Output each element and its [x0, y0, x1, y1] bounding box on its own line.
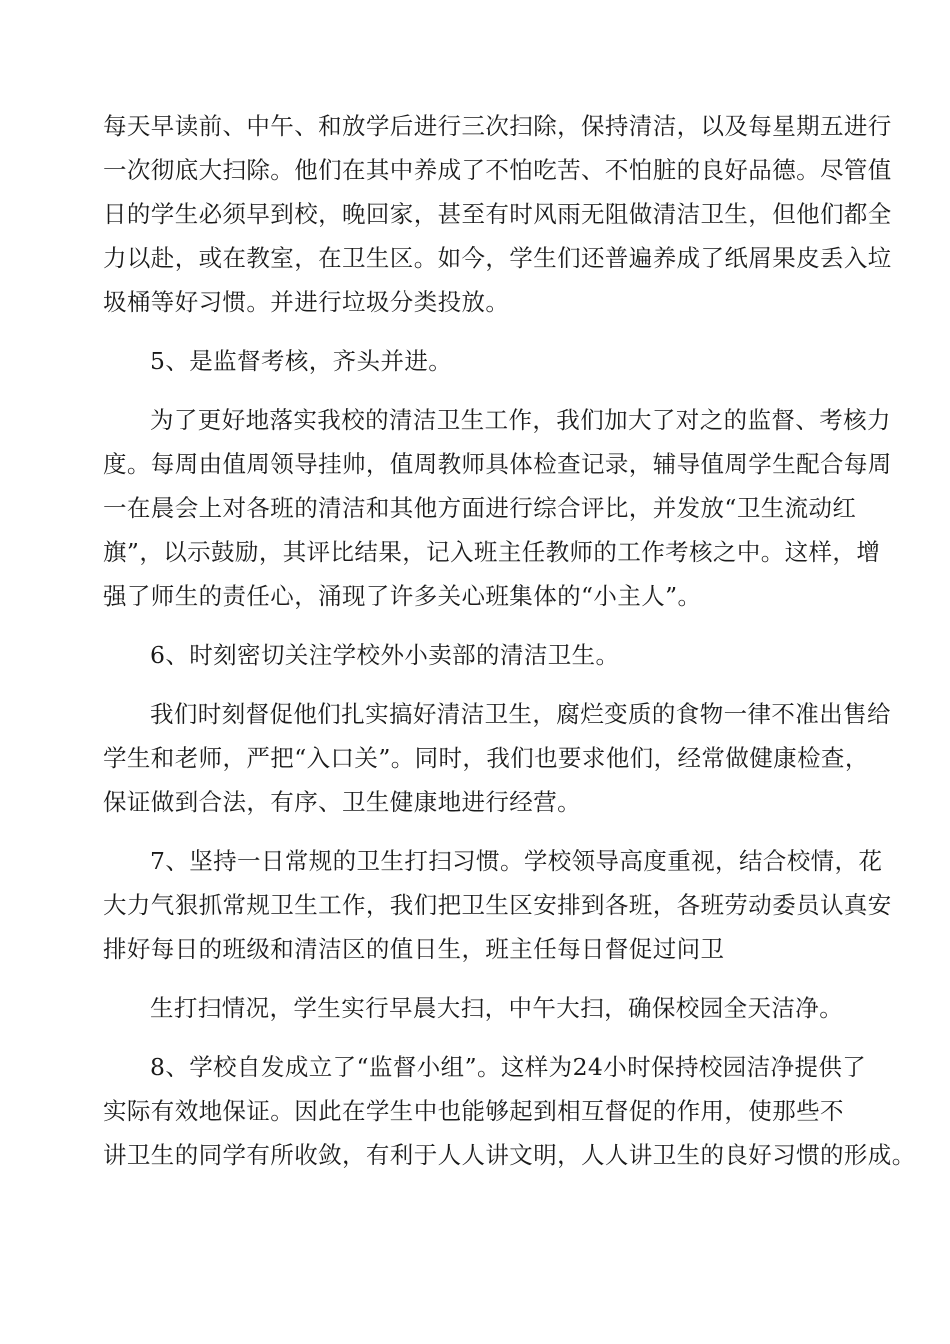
text-line: 讲卫生的同学有所收敛，有利于人人讲文明，人人讲卫生的良好习惯的形成。	[103, 1141, 916, 1169]
text-line: 旗”，以示鼓励，其评比结果，记入班主任教师的工作考核之中。这样，增	[103, 538, 881, 566]
text-line: 保证做到合法，有序、卫生健康地进行经营。	[103, 788, 581, 816]
text-line: 生打扫情况，学生实行早晨大扫，中午大扫，确保校园全天洁净。	[150, 994, 844, 1022]
section-heading-7: 7、坚持一日常规的卫生打扫习惯。学校领导高度重视，结合校情，花	[150, 847, 883, 875]
text-line: 一在晨会上对各班的清洁和其他方面进行综合评比，并发放“卫生流动红	[103, 494, 857, 522]
text-line: 度。每周由值周领导挂帅，值周教师具体检查记录，辅导值周学生配合每周	[103, 450, 892, 478]
section-heading-6: 6、时刻密切关注学校外小卖部的清洁卫生。	[150, 641, 620, 669]
text-line: 为了更好地落实我校的清洁卫生工作，我们加大了对之的监督、考核力	[150, 406, 891, 434]
text-line: 每天早读前、中午、和放学后进行三次扫除，保持清洁，以及每星期五进行	[103, 112, 892, 140]
text-line: 力以赴，或在教室，在卫生区。如今，学生们还普遍养成了纸屑果皮丢入垃	[103, 244, 892, 272]
section-heading-8: 8、学校自发成立了“监督小组”。这样为24小时保持校园洁净提供了	[150, 1053, 867, 1081]
text-line: 我们时刻督促他们扎实搞好清洁卫生，腐烂变质的食物一律不准出售给	[150, 700, 891, 728]
text-line: 实际有效地保证。因此在学生中也能够起到相互督促的作用，使那些不	[103, 1097, 844, 1125]
text-line: 日的学生必须早到校，晚回家，甚至有时风雨无阻做清洁卫生，但他们都全	[103, 200, 892, 228]
text-line: 圾桶等好习惯。并进行垃圾分类投放。	[103, 288, 510, 316]
text-line: 学生和老师，严把“入口关”。同时，我们也要求他们，经常做健康检查，	[103, 744, 869, 772]
section-heading-5: 5、是监督考核，齐头并进。	[150, 347, 453, 375]
text-line: 一次彻底大扫除。他们在其中养成了不怕吃苦、不怕脏的良好品德。尽管值	[103, 156, 892, 184]
text-line: 大力气狠抓常规卫生工作，我们把卫生区安排到各班，各班劳动委员认真安	[103, 891, 892, 919]
text-line: 强了师生的责任心，涌现了许多关心班集体的“小主人”。	[103, 582, 702, 610]
text-line: 排好每日的班级和清洁区的值日生，班主任每日督促过问卫	[103, 935, 725, 963]
